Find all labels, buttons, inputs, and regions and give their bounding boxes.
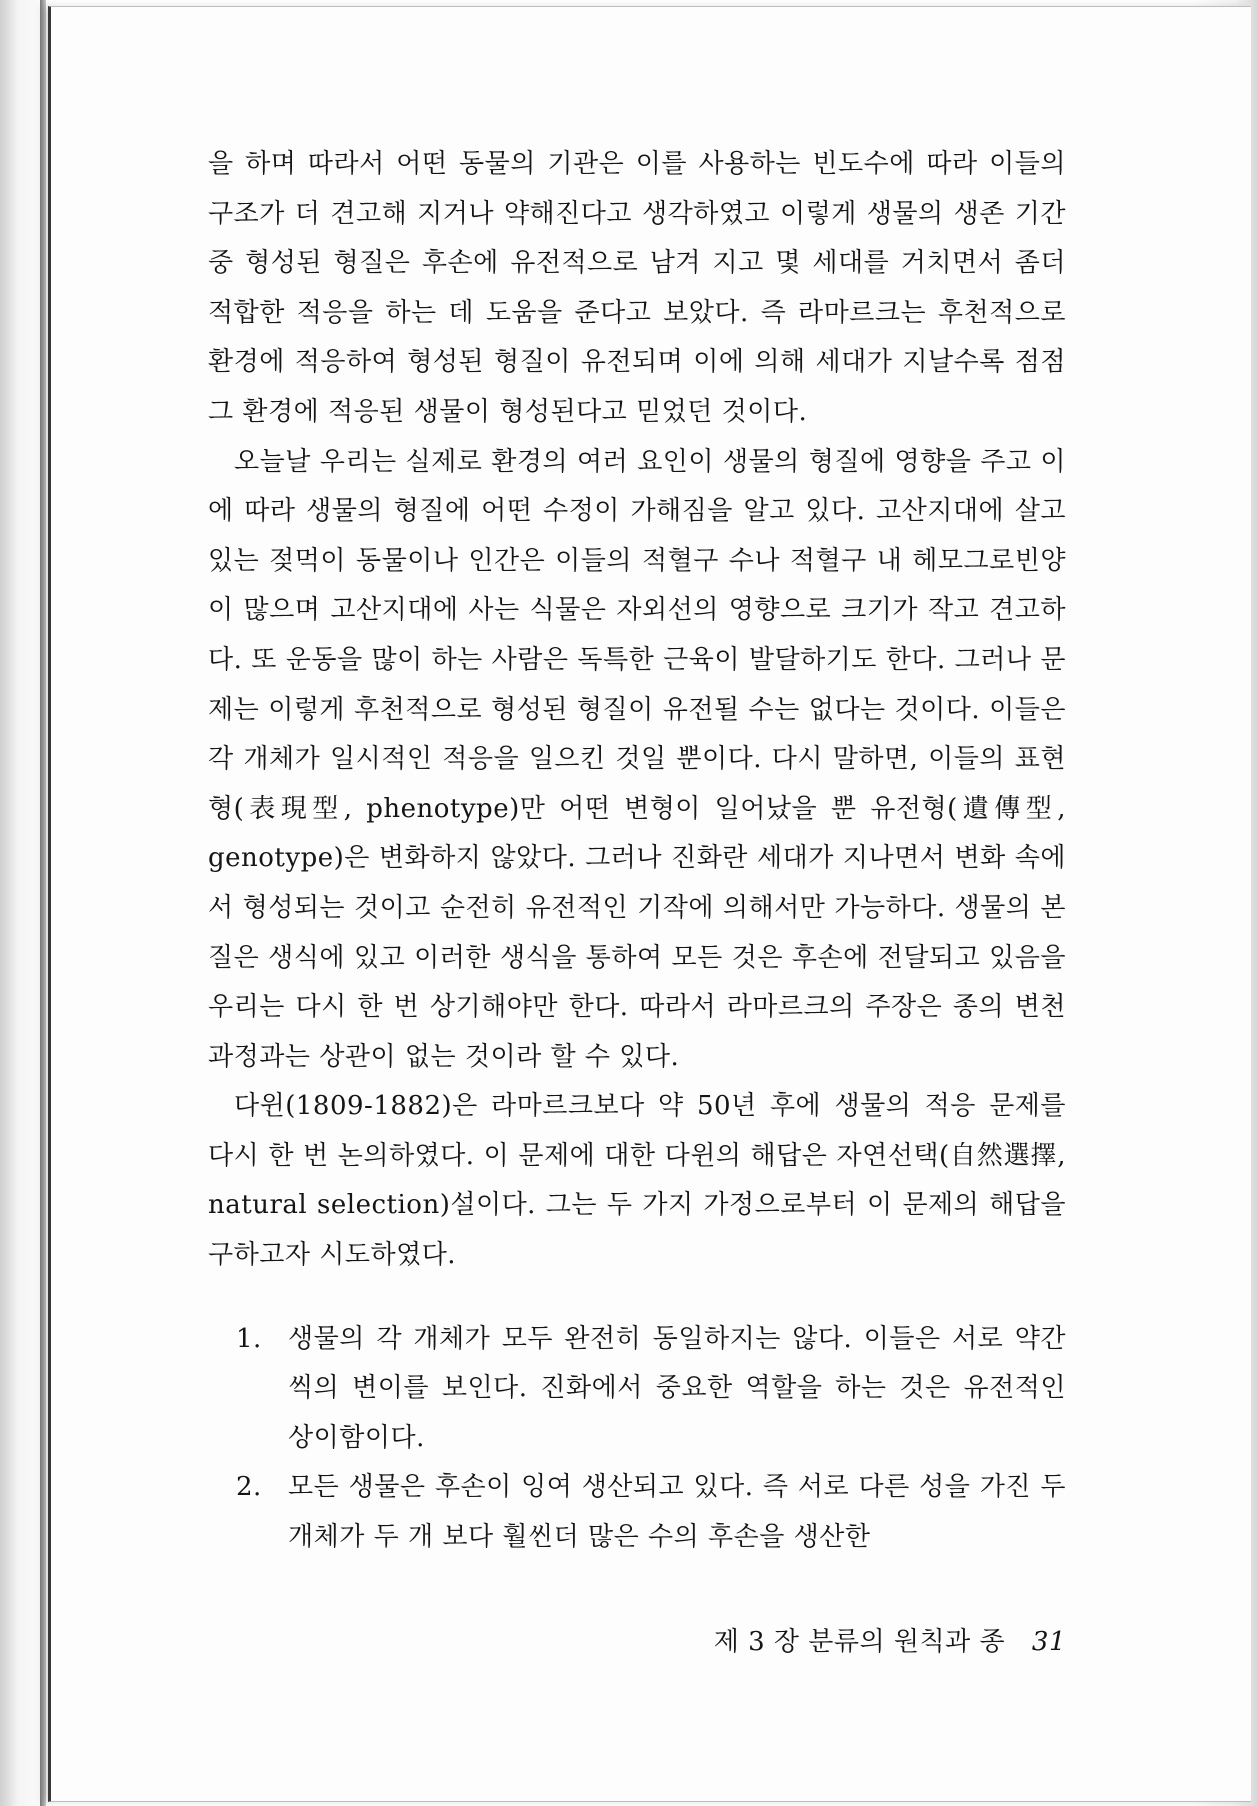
list-item [236,1315,1066,1464]
book-spine-shadow [40,0,46,1806]
page-footer [686,1621,1066,1658]
list-item-number: 1. [236,1323,262,1354]
paragraph-1: 을 하며 따라서 어떤 동물의 기관은 이를 사용하는 빈도수에 따라 이들의 구조가 더 견고해 지거나 약해진다고 생각하였고 이렇게 생물의 생존 기간 중 형성된 형질은 후손에 유전적으로 남겨 지고 몇 세대를 거치면서 좀더 적합한 적응을 하는 데 도움을 준다고 보았다. 즉 라마르크는 후천적으로 환경에 적응하여 형성된 형질이 유전되며 이에 의해 세대가 지날수록 점점 그 환경에 적응된 생물이 형성된다고 믿었던 것이다. [208,149,1066,427]
list-item-text: 생물의 각 개체가 모두 완전히 동일하지는 않다. 이들은 서로 약간씩의 변이를 보인다. 진화에서 중요한 역할을 하는 것은 유전적인 상이함이다. [288,1323,1066,1453]
list-item-text: 모든 생물은 후손이 잉여 생산되고 있다. 즉 서로 다른 성을 가진 두 개체가 두 개 보다 훨씬더 많은 수의 후손을 생산한 [288,1472,1066,1553]
assumption-list [208,1315,1066,1563]
chapter-title: 제 3 장 분류의 원칙과 종 [713,1627,1006,1657]
list-item-number: 2. [236,1472,262,1503]
paragraph-3: 다윈(1809-1882)은 라마르크보다 약 50년 후에 생물의 적응 문제를 다시 한 번 논의하였다. 이 문제에 대한 다윈의 해답은 자연선택(自然選擇, natural selection)설이다. 그는 두 가지 가정으로부터 이 문제의 해답을 구하고자 시도하였다. [208,1091,1066,1271]
paragraph-2: 오늘날 우리는 실제로 환경의 여러 요인이 생물의 형질에 영향을 주고 이에 따라 생물의 형질에 어떤 수정이 가해짐을 알고 있다. 고산지대에 살고 있는 젖먹이 동물이나 인간은 이들의 적혈구 수나 적혈구 내 헤모그로빈양이 많으며 고산지대에 사는 식물은 자외선의 영향으로 크기가 작고 견고하다. 또 운동을 많이 하는 사람은 독특한 근육이 발달하기도 한다. 그러나 문제는 이렇게 후천적으로 형성된 형질이 유전될 수는 없다는 것이다. 이들은 각 개체가 일시적인 적응을 일으킨 것일 뿐이다. 다시 말하면, 이들의 표현형(表現型, phenotype)만 어떤 변형이 일어났을 뿐 유전형(遺傳型, genotype)은 변화하지 않았다. 그러나 진화란 세대가 지나면서 변화 속에서 형성되는 것이고 순전히 유전적인 기작에 의해서만 가능하다. 생물의 본질은 생식에 있고 이러한 생식을 통하여 모든 것은 후손에 전달되고 있음을 우리는 다시 한 번 상기해야만 한다. 따라서 라마르크의 주장은 종의 변천 과정과는 상관이 없는 것이라 할 수 있다. [208,446,1066,1072]
list-item [236,1463,1066,1562]
page-number: 31 [1031,1627,1066,1657]
page-body [208,140,1066,1563]
